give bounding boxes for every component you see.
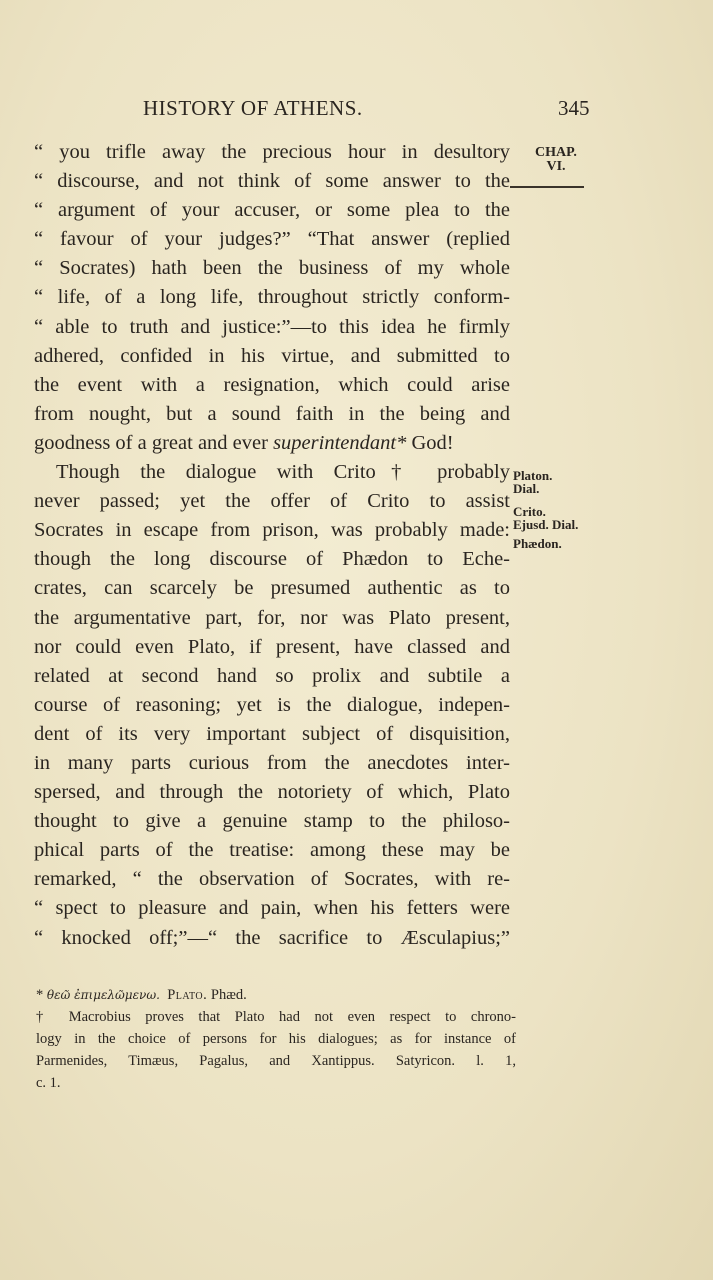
text-line: related at second hand so prolix and subtile a bbox=[34, 664, 510, 687]
text-line: crates, can scarcely be presumed authentic as to bbox=[34, 577, 510, 600]
footnote-star bbox=[36, 984, 516, 1006]
source-margin-note bbox=[513, 470, 593, 551]
text-line: Though the dialogue with Crito† probably bbox=[56, 461, 510, 484]
text-line: the argumentative part, for, nor was Plato present, bbox=[34, 606, 510, 629]
source-note-line: Ejusd. Dial. bbox=[513, 517, 579, 532]
footnote-line: c. 1. bbox=[36, 1075, 61, 1091]
footnote-line: † Macrobius proves that Plato had not even respect to chrono- bbox=[36, 1009, 516, 1025]
page-number: 345 bbox=[558, 96, 590, 120]
footnote-line: logy in the choice of persons for his dialogues; as for instance of bbox=[36, 1031, 516, 1047]
text-segment: God! bbox=[406, 431, 454, 454]
running-title: HISTORY OF ATHENS. bbox=[143, 96, 363, 120]
emphasis-word: superintendant* bbox=[273, 431, 407, 454]
text-line: “ knocked off;”—“ the sacrifice to Æsculapius;” bbox=[34, 926, 510, 949]
chapter-number: VI. bbox=[546, 159, 566, 174]
footnote-greek: θεῶ ἐπιμελῶμενω. bbox=[46, 988, 160, 1002]
chapter-margin-note bbox=[526, 146, 586, 174]
text-segment: goodness of a great and ever bbox=[34, 431, 268, 454]
text-line: in many parts curious from the anecdotes inter- bbox=[34, 751, 510, 774]
text-line: “ you trifle away the precious hour in desultory bbox=[34, 141, 510, 163]
text-line: “ discourse, and not think of some answer to the bbox=[34, 170, 510, 193]
text-line: the event with a resignation, which could arise bbox=[34, 373, 510, 396]
text-line: thought to give a genuine stamp to the philoso- bbox=[34, 810, 510, 833]
text-line: remarked, “ the observation of Socrates, with re- bbox=[34, 868, 510, 891]
footnote-marker: * bbox=[36, 987, 44, 1003]
text-line: “ spect to pleasure and pain, when his fetters were bbox=[34, 897, 510, 920]
text-line: “ argument of your accuser, or some plea to the bbox=[34, 199, 510, 222]
footnotes bbox=[36, 984, 516, 1094]
text-line: adhered, confided in his virtue, and submitted to bbox=[34, 344, 510, 367]
text-line bbox=[34, 429, 510, 458]
text-line: never passed; yet the offer of Crito to assist bbox=[34, 490, 510, 513]
text-line: though the long discourse of Phædon to Eche- bbox=[34, 548, 510, 571]
text-line: “ Socrates) hath been the business of my whole bbox=[34, 257, 510, 280]
text-line: “ favour of your judges?” “That answer (replied bbox=[34, 228, 510, 251]
text-line: nor could even Plato, if present, have classed and bbox=[34, 635, 510, 658]
text-line: spersed, and through the notoriety of which, Plato bbox=[34, 781, 510, 804]
text-line: from nought, but a sound faith in the being and bbox=[34, 402, 510, 425]
source-note-line: Phædon. bbox=[513, 536, 562, 551]
footnote-line: Parmenides, Timæus, Pagalus, and Xantippus. Satyricon. l. 1, bbox=[36, 1053, 516, 1069]
source-note-line: Platon. bbox=[513, 468, 553, 483]
text-line: dent of its very important subject of disquisition, bbox=[34, 722, 510, 745]
chapter-rule bbox=[510, 186, 584, 188]
text-line: “ able to truth and justice:”—to this idea he firmly bbox=[34, 315, 510, 338]
text-line: course of reasoning; yet is the dialogue, indepen- bbox=[34, 693, 510, 716]
text-line: Socrates in escape from prison, was probably made: bbox=[34, 519, 510, 542]
text-line: “ life, of a long life, throughout strictly conform- bbox=[34, 286, 510, 309]
footnote-source: Plato. bbox=[167, 987, 208, 1003]
body-text bbox=[34, 138, 510, 953]
footnote-work: Phæd. bbox=[210, 987, 247, 1003]
running-head bbox=[0, 96, 713, 126]
source-note-line: Crito. bbox=[513, 504, 546, 519]
source-note-line: Dial. bbox=[513, 481, 540, 496]
chapter-label: CHAP. bbox=[535, 145, 577, 160]
text-line: phical parts of the treatise: among these may be bbox=[34, 839, 510, 862]
